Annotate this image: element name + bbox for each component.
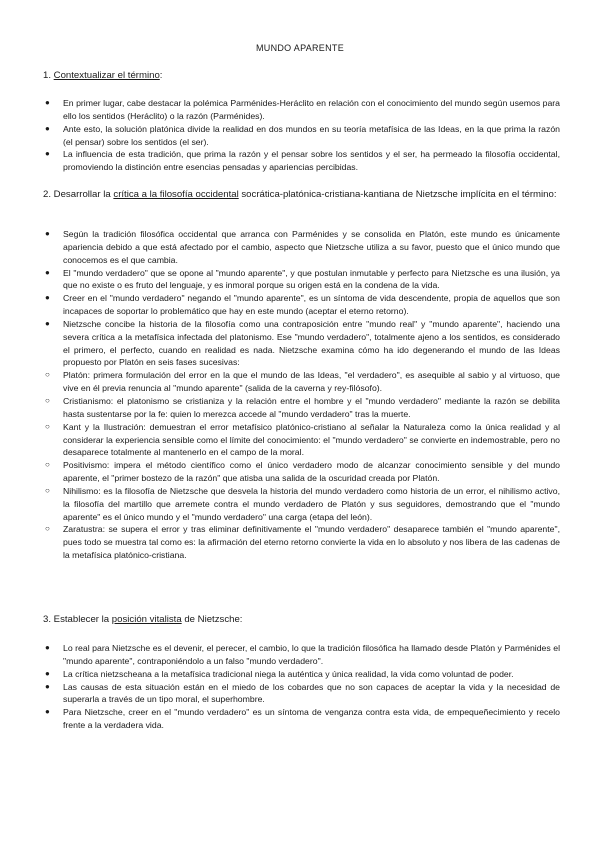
heading-number: 3. Establecer la bbox=[43, 614, 112, 625]
list-item-text: Lo real para Nietzsche es el devenir, el perecer, el cambio, lo que la tradición filosófica ha llamado desde Platón y Parménides el "mundo aparente", contraponiéndolo a un falso "mundo verdadero". bbox=[63, 643, 560, 666]
circle-bullet-icon: ○ bbox=[45, 370, 50, 380]
list-item-text: La crítica nietzscheana a la metafísica tradicional niega la auténtica y única realidad, la vida como voluntad de poder. bbox=[63, 668, 514, 679]
bullet-icon: ● bbox=[45, 267, 50, 277]
list-item bbox=[43, 123, 560, 149]
section-heading-2 bbox=[43, 187, 558, 203]
heading-number: 1. bbox=[43, 70, 54, 81]
list-item-text: Las causas de esta situación están en el miedo de los cobardes que no son capaces de aceptar la vida y la necesidad de superarla a través de un tipo moral, el superhombre. bbox=[63, 681, 560, 705]
section-list-2 bbox=[43, 228, 560, 562]
bullet-icon: ● bbox=[45, 293, 50, 303]
list-item bbox=[43, 267, 560, 293]
section-list-1 bbox=[43, 97, 560, 174]
list-item-text: El "mundo verdadero" que se opone al "mundo aparente", y que postulan inmutable y perfecto para Nietzsche es una ilusión, ya que no existe o es fruto del lenguaje, y es inmoral porque su origen está en la condena de la vida. bbox=[63, 267, 560, 291]
list-item-text: Para Nietzsche, creer en el "mundo verdadero" es un síntoma de venganza contra esta vida, de empequeñecimiento y recelo frente a la verdadera vida. bbox=[63, 707, 560, 731]
list-item-text: Cristianismo: el platonismo se cristianiza y la relación entre el hombre y el "mundo verdadero" mediante la razón se debilita hasta sustentarse por la fe: quien lo merezca accede al "mundo verdadero" tras la muerte. bbox=[63, 395, 560, 419]
circle-bullet-icon: ○ bbox=[45, 485, 50, 495]
list-item bbox=[43, 523, 560, 562]
list-item bbox=[43, 395, 560, 421]
list-item-text: En primer lugar, cabe destacar la polémica Parménides-Heráclito en relación con el conocimiento del mundo según usemos para ello los sentidos (Heráclito) o la razón (Parménides). bbox=[63, 98, 560, 121]
list-item bbox=[43, 97, 560, 123]
circle-bullet-icon: ○ bbox=[45, 524, 50, 534]
list-item bbox=[43, 681, 560, 707]
list-item bbox=[43, 642, 560, 668]
circle-bullet-icon: ○ bbox=[45, 395, 50, 405]
bullet-icon: ● bbox=[45, 318, 50, 328]
heading-number: 2. Desarrollar la bbox=[43, 189, 114, 200]
heading-suffix: : bbox=[159, 70, 163, 81]
list-item bbox=[43, 668, 560, 681]
list-item-text: Kant y la Ilustración: demuestran el error metafísico platónico-cristiano al señalar la Naturaleza como la única realidad y al considerar la experiencia sensible como el límite del conocimiento: el "mundo verdadero" se convierte en indemostrable, pero no desaparece totalmente al mantenerlo en el campo de la moral. bbox=[63, 421, 560, 458]
list-item-text: Platón: primera formulación del error en la que el mundo de las Ideas, "el verdadero", es asequible al sabio y al virtuoso, que vive en él previa renuncia al "mundo aparente" (salida de la caverna y rey-filósofo). bbox=[63, 370, 560, 394]
bullet-icon: ● bbox=[45, 643, 50, 652]
document-title: MUNDO APARENTE bbox=[255, 43, 345, 53]
circle-bullet-icon: ○ bbox=[45, 421, 50, 431]
list-item bbox=[43, 485, 560, 524]
bullet-icon: ● bbox=[45, 681, 50, 691]
list-item bbox=[43, 706, 560, 732]
list-item bbox=[43, 292, 560, 318]
heading-underlined-term: Contextualizar el término bbox=[53, 70, 160, 81]
list-item-text: Según la tradición filosófica occidental que arranca con Parménides y se consolida en Platón, este mundo es únicamente apariencia debido a que está afectado por el cambio, aspecto que Nietzsche utiliza a su favor, puesto que el único mundo que conocemos es el que cambia. bbox=[63, 229, 560, 265]
list-item-text: Nihilismo: es la filosofía de Nietzsche que desvela la historia del mundo verdadero como historia de un error, el nihilismo activo, la filosofía del martillo que arremete contra el mundo verdadero de Platón y sus seguidores, demostrando que el "mundo aparente" es el único mundo y el "mundo verdadero" una carga (etapa del león). bbox=[63, 485, 560, 522]
list-item-text: Ante esto, la solución platónica divide la realidad en dos mundos en su teoría metafísica de las Ideas, en la que prima la razón (el pensar) sobre los sentidos (el ser). bbox=[63, 123, 560, 147]
section-heading-3 bbox=[43, 612, 558, 628]
list-item-text: La influencia de esta tradición, que prima la razón y el pensar sobre los sentidos y el ser, ha permeado la filosofía occidental, promoviendo la distinción entre esencias pensadas y apariencias percibidas. bbox=[63, 149, 560, 173]
list-item-text: Creer en el "mundo verdadero" negando el "mundo aparente", es un síntoma de vida descendente, propia de aquellos que son incapaces de soportar lo problemático que hay en este mundo (aceptar el eterno retorno). bbox=[63, 293, 560, 317]
section-heading-1 bbox=[43, 68, 558, 84]
bullet-icon: ● bbox=[45, 123, 50, 133]
bullet-icon: ● bbox=[45, 98, 50, 107]
heading-underlined-term: posición vitalista bbox=[111, 614, 182, 625]
bullet-icon: ● bbox=[45, 149, 50, 159]
heading-suffix: socrática-platónica-cristiana-kantiana de Nietzsche implícita en el término: bbox=[238, 189, 557, 200]
section-list-3 bbox=[43, 642, 560, 732]
list-item bbox=[43, 369, 560, 395]
heading-underlined-term: crítica a la filosofía occidental bbox=[113, 189, 239, 200]
list-item bbox=[43, 421, 560, 460]
list-item-text: Zaratustra: se supera el error y tras eliminar definitivamente el "mundo verdadero" desaparece también el "mundo aparente", pues todo se muestra tal como es: la afirmación del eterno retorno convierte la vida en lo absoluto y nos libera de las cadenas de la metafísica platónico-cristiana. bbox=[63, 524, 560, 561]
list-item bbox=[43, 148, 560, 174]
list-item-text: Nietzsche concibe la historia de la filosofía como una contraposición entre "mundo real" y "mundo aparente", haciendo una severa crítica a la metafísica infectada del platonismo. Ese "mundo verdadero", totalmente ajeno a los sentidos, es considerado el primero, el perfecto, cuando en realidad es nada. Nietzsche examina cómo ha ido degenerando el mundo de las Ideas propuesto por Platón en seis fases sucesivas: bbox=[63, 318, 560, 368]
bullet-icon: ● bbox=[45, 707, 50, 717]
list-item-text: Positivismo: impera el método científico como el único verdadero modo de alcanzar conocimiento sensible y del mundo aparente, el "primer bostezo de la razón" que atisba una salida de la oscuridad creada por Platón. bbox=[63, 460, 560, 484]
circle-bullet-icon: ○ bbox=[45, 460, 50, 470]
bullet-icon: ● bbox=[45, 229, 50, 238]
list-item bbox=[43, 318, 560, 369]
heading-suffix: de Nietzsche: bbox=[181, 614, 243, 625]
list-item bbox=[43, 459, 560, 485]
bullet-icon: ● bbox=[45, 668, 50, 678]
list-item bbox=[43, 228, 560, 267]
